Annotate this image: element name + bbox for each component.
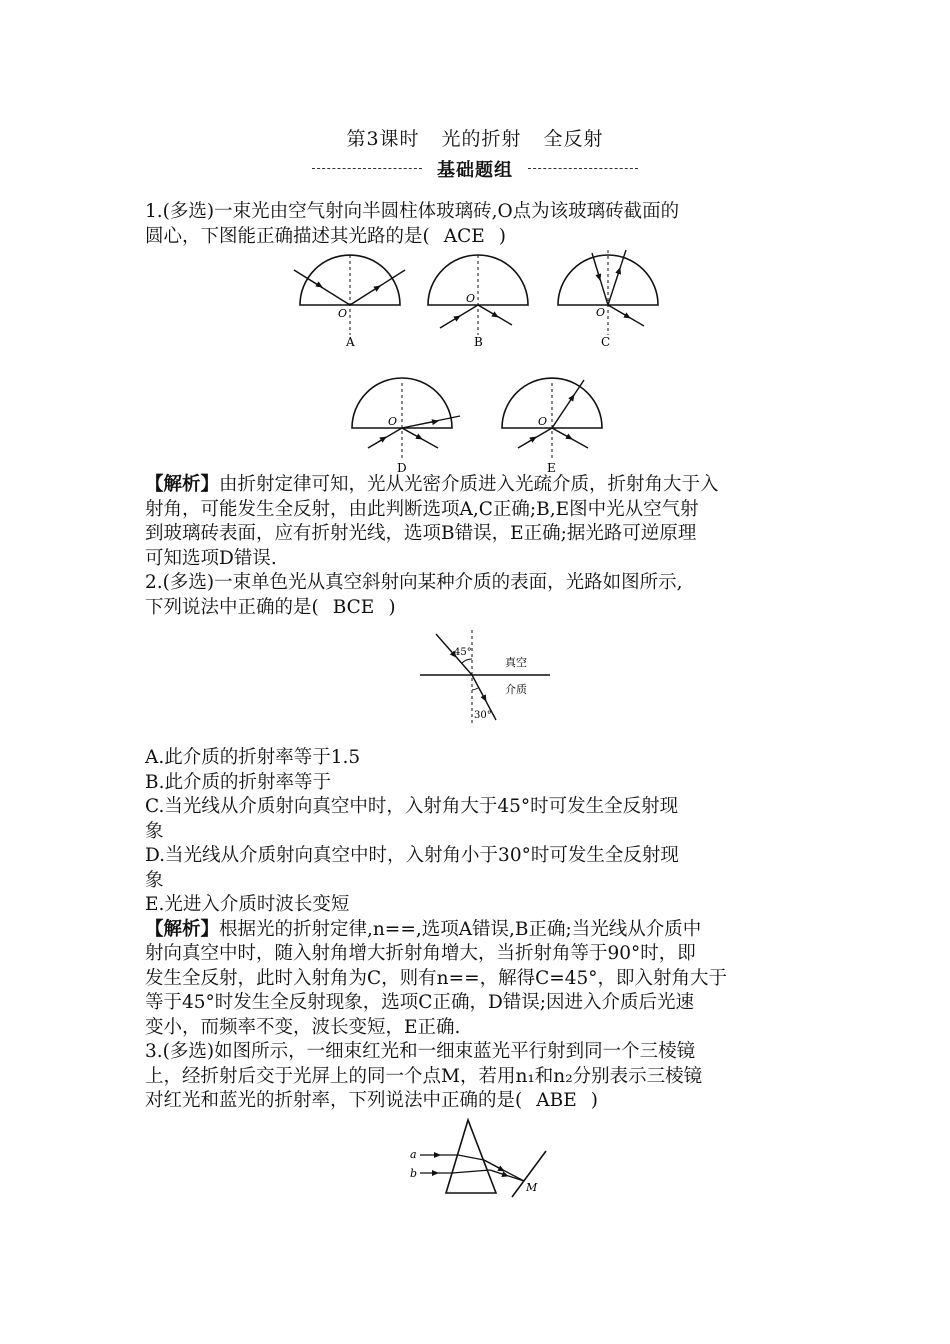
q1-stem-line1: 1.(多选)一束光由空气射向半圆柱体玻璃砖,O点为该玻璃砖截面的: [145, 201, 680, 222]
q2-analysis-line4: 等于45°时发生全反射现象，选项C正确，D错误;因进入介质后光速: [145, 992, 695, 1013]
q1-fig-c-label: C: [601, 335, 611, 349]
q3-stem-line1: 3.(多选)如图所示，一细束红光和一细束蓝光平行射到同一个三棱镜: [145, 1041, 696, 1062]
q3-stem-line3: 对红光和蓝光的折射率，下列说法中正确的是( ABE ): [145, 1089, 815, 1114]
q1-figure-c: [558, 250, 658, 349]
q1-fig-b-o-label: O: [466, 292, 476, 305]
q1-analysis-line4: 可知选项D错误.: [145, 547, 277, 569]
section-divider-right: [528, 168, 638, 169]
q1-figure-e: [502, 378, 602, 475]
q1-fig-b-label: B: [474, 335, 483, 349]
q3-fig-label-a: a: [410, 1148, 417, 1161]
q1-figure-row2: [340, 378, 630, 478]
lesson-number: 第3课时: [346, 128, 420, 150]
q3-figure: [400, 1115, 560, 1200]
q1-fig-e-label: E: [547, 461, 556, 475]
q1-fig-d-o-label: O: [388, 415, 398, 428]
q2-option-d-cont: 象: [145, 869, 164, 891]
lesson-topic-total-reflection: 全反射: [543, 128, 604, 150]
q1-analysis-line2: 射角，可能发生全反射，由此判断选项A,C正确;B,E图中光从空气射: [145, 498, 699, 520]
section-title: 基础题组: [437, 160, 513, 181]
lesson-topic-refraction: 光的折射: [441, 128, 522, 150]
q2-analysis-line3: 发生全反射，此时入射角为C，则有n==，解得C=45°，即入射角大于: [145, 967, 728, 989]
q3-fig-label-b: b: [410, 1167, 418, 1180]
question-1-analysis: [145, 473, 815, 620]
q2-fig-angle-45: 45°: [454, 647, 472, 658]
q2-option-e: E.光进入介质时波长变短: [145, 894, 350, 915]
q1-fig-c-o-label: O: [596, 306, 606, 319]
q1-fig-d-label: D: [397, 461, 407, 475]
q2-answer: BCE: [332, 596, 375, 618]
q1-stem-line2: 圆心，下图能正确描述其光路的是( ACE ): [145, 225, 815, 250]
section-header: [300, 156, 650, 182]
q1-fig-a-o-label: O: [338, 307, 348, 320]
q1-figure-a: [294, 255, 405, 349]
q1-answer: ACE: [443, 225, 485, 247]
question-1-stem: [145, 200, 815, 249]
q2-analysis-tag: 【解析】: [145, 918, 220, 940]
q2-analysis-line1: 【解析】根据光的折射定律,n==,选项A错误,B正确;当光线从介质中: [145, 918, 702, 940]
q3-fig-label-m: M: [526, 1181, 538, 1194]
q1-fig-a-label: A: [346, 335, 355, 349]
q3-answer: ABE: [536, 1090, 577, 1111]
q2-fig-angle-30: 30°: [474, 710, 492, 721]
q1-analysis-line3: 到玻璃砖表面，应有折射光线，选项B错误，E正确;据光路可逆原理: [145, 523, 697, 544]
q2-analysis-line2: 射向真空中时，随入射角增大折射角增大，当折射角等于90°时，即: [145, 943, 696, 964]
q1-analysis-line1: 【解析】由折射定律可知，光从光密介质进入光疏介质，折射角大于入: [145, 474, 719, 495]
q1-figure-b: [428, 255, 528, 349]
q2-option-c: C.当光线从介质射向真空中时，入射角大于45°时可发生全反射现: [145, 796, 679, 817]
q2-option-c-cont: 象: [145, 820, 164, 842]
q2-figure: [410, 628, 560, 728]
question-2-body: [145, 746, 815, 1114]
q2-fig-vacuum-label: 真空: [505, 656, 527, 669]
q3-stem-line2: 上，经折射后交于光屏上的同一个点M，若用n₁和n₂分别表示三棱镜: [145, 1065, 703, 1087]
q2-fig-medium-label: 介质: [505, 683, 527, 696]
q1-figure-d: [352, 378, 460, 475]
page-title: [0, 124, 950, 151]
q2-stem-line2: 下列说法中正确的是( BCE ): [145, 596, 815, 621]
section-divider-left: [312, 168, 422, 169]
q2-option-d: D.当光线从介质射向真空中时，入射角小于30°时可发生全反射现: [145, 845, 679, 866]
q1-analysis-tag: 【解析】: [145, 474, 220, 495]
q2-stem-line1: 2.(多选)一束单色光从真空斜射向某种介质的表面，光路如图所示,: [145, 572, 683, 593]
q2-analysis-line5: 变小，而频率不变，波长变短，E正确.: [145, 1016, 461, 1038]
q1-figure-row1: [280, 250, 670, 360]
q2-option-a: A.此介质的折射率等于1.5: [145, 747, 361, 768]
q2-option-b: B.此介质的折射率等于: [145, 771, 331, 793]
q1-fig-e-o-label: O: [538, 415, 548, 428]
